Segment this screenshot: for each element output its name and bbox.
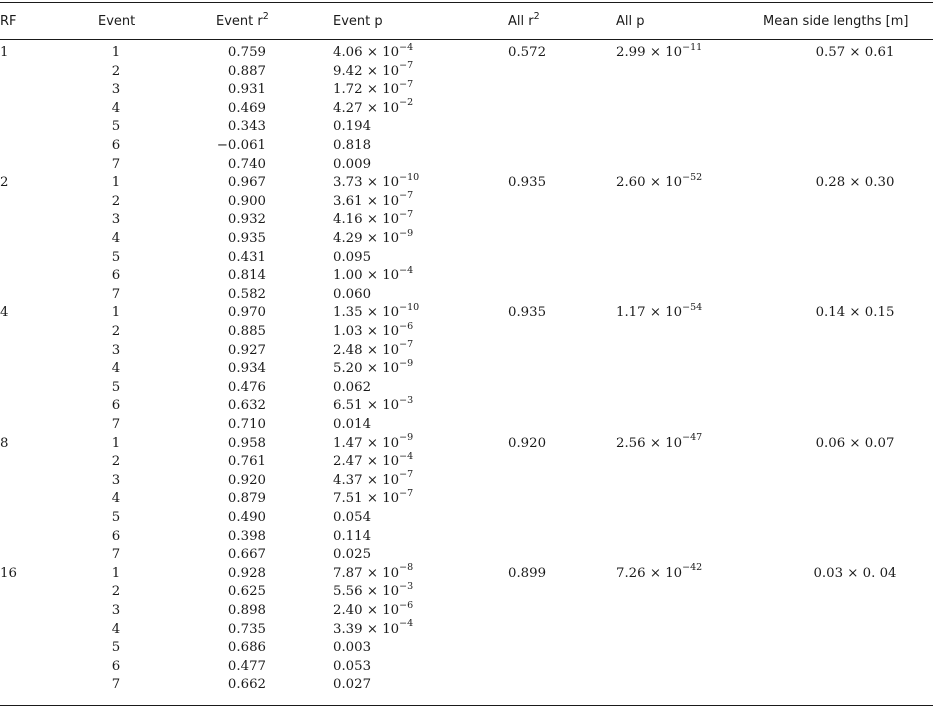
cell-event: 3 (111, 603, 121, 618)
cell-all-r2: 0.935 (508, 175, 547, 191)
cell-all-r2: 0.935 (508, 305, 547, 321)
header-event-r2 (216, 10, 269, 29)
cell-event: 5 (111, 119, 121, 135)
cell-event: 7 (111, 677, 121, 693)
cell-event-p: 0.818 (333, 138, 372, 153)
exponent: −4 (399, 450, 414, 462)
exponent: −9 (399, 227, 414, 239)
cell-event-r2: 0.735 (227, 621, 266, 637)
cell-event: 7 (111, 417, 121, 432)
cell-event: 1 (111, 175, 121, 191)
cell-event: 2 (111, 584, 121, 600)
cell-event-p: $2.48 \times 10^{-7}$ (333, 339, 414, 358)
exponent: −7 (399, 339, 414, 351)
cell-event-p: $4.06 \times 10^{-4}$ (333, 41, 414, 60)
cell-event-r2: 0.761 (227, 454, 266, 470)
cell-event-p: 0.027 (333, 677, 372, 693)
exponent: −10 (399, 301, 420, 313)
cell-event-r2: 0.900 (227, 193, 266, 209)
cell-event-p: 0.053 (333, 658, 372, 674)
exponent: −52 (682, 171, 703, 183)
cell-event: 1 (111, 565, 121, 581)
cell-event-r2: 0.887 (227, 63, 266, 79)
exponent: −7 (399, 78, 414, 90)
cell-event: 3 (111, 472, 121, 488)
cell-event-r2: 0.431 (227, 249, 266, 265)
cell-side-lengths: 0.57 × 0.61 (815, 45, 895, 60)
cell-event-r2: 0.476 (227, 379, 266, 395)
cell-event: 2 (111, 324, 121, 339)
exponent: −9 (399, 357, 414, 369)
cell-all-p: $2.99 \times 10^{-11}$ (616, 41, 703, 60)
cell-event-r2: 0.490 (227, 510, 266, 525)
exponent: −7 (399, 60, 414, 72)
exponent: −3 (399, 394, 414, 406)
cell-side-lengths: 0.14 × 0.15 (815, 305, 895, 321)
cell-side-lengths: 0.28 × 0.30 (815, 175, 895, 191)
cell-event-p: $2.47 \times 10^{-4}$ (333, 450, 414, 470)
cell-event-p: 0.003 (333, 640, 372, 656)
cell-event-r2: 0.885 (227, 324, 266, 339)
cell-event-r2: 0.686 (227, 640, 266, 656)
cell-event-r2: 0.740 (227, 156, 266, 172)
exponent: −7 (399, 487, 414, 499)
header-event: Event (98, 14, 136, 29)
cell-event-p: $5.56 \times 10^{-3}$ (333, 580, 414, 600)
exponent: −4 (399, 264, 414, 276)
exponent: −7 (399, 469, 414, 481)
exponent: −4 (399, 41, 414, 53)
exponent: −47 (682, 432, 703, 444)
cell-event-p: $1.72 \times 10^{-7}$ (333, 78, 414, 98)
cell-event: 6 (111, 528, 121, 544)
cell-event: 2 (111, 454, 121, 470)
cell-event-r2: 0.632 (227, 398, 266, 414)
cell-event-r2: 0.920 (227, 472, 266, 488)
cell-event-p: $1.47 \times 10^{-9}$ (333, 432, 414, 451)
header-all-p: All p (616, 14, 645, 29)
exponent: −8 (399, 562, 414, 574)
cell-event-r2: 0.759 (227, 45, 266, 60)
cell-event-r2: 0.935 (227, 231, 266, 246)
cell-rf: 16 (0, 565, 17, 581)
cell-event-p: $3.73 \times 10^{-10}$ (333, 171, 420, 191)
cell-event: 7 (111, 286, 121, 302)
cell-all-p: $2.56 \times 10^{-47}$ (616, 432, 703, 451)
header-event-p: Event p (333, 14, 383, 29)
cell-event-p: $7.87 \times 10^{-8}$ (333, 562, 414, 581)
cell-all-r2: 0.572 (508, 45, 547, 60)
header-rule (0, 39, 933, 40)
cell-event-p: $1.35 \times 10^{-10}$ (333, 301, 420, 321)
header-all-r2-sup: 2 (533, 10, 540, 22)
cell-event: 6 (111, 138, 121, 153)
cell-event-p: 0.009 (333, 156, 372, 172)
cell-event-p: $9.42 \times 10^{-7}$ (333, 60, 414, 79)
cell-event-p: 0.060 (333, 286, 372, 302)
cell-side-lengths: 0.03 × 0. 04 (813, 565, 897, 581)
cell-event-p: $4.37 \times 10^{-7}$ (333, 469, 414, 488)
exponent: −4 (399, 618, 414, 630)
cell-all-r2: 0.899 (508, 565, 547, 581)
cell-event-r2: 0.582 (227, 286, 266, 302)
cell-event: 5 (111, 640, 121, 656)
cell-event-r2: 0.625 (227, 584, 266, 600)
cell-event: 1 (111, 305, 121, 321)
cell-event-p: $6.51 \times 10^{-3}$ (333, 394, 414, 414)
cell-event-p: 0.194 (333, 119, 372, 135)
cell-event-p: $1.00 \times 10^{-4}$ (333, 264, 414, 284)
cell-event-r2: 0.667 (227, 547, 266, 563)
cell-event-p: 0.114 (333, 528, 372, 544)
bottom-rule (0, 705, 933, 706)
cell-event-r2: 0.814 (227, 268, 266, 284)
cell-event-p: 0.095 (333, 249, 372, 265)
header-all-r2 (508, 10, 540, 29)
cell-event-r2: 0.710 (227, 417, 266, 432)
exponent: −10 (399, 171, 420, 183)
cell-event-p: $3.61 \times 10^{-7}$ (333, 190, 414, 209)
cell-event-p: 0.054 (333, 510, 372, 525)
exponent: −11 (682, 41, 703, 53)
cell-event-r2: 0.898 (227, 603, 266, 618)
cell-event-r2: 0.958 (227, 435, 266, 451)
cell-side-lengths: 0.06 × 0.07 (815, 435, 895, 451)
cell-event-p: $3.39 \times 10^{-4}$ (333, 618, 414, 637)
cell-event-r2: −0.061 (216, 138, 266, 153)
cell-event: 4 (111, 621, 121, 637)
exponent: −54 (682, 301, 703, 313)
cell-event: 5 (111, 379, 121, 395)
cell-event: 6 (111, 268, 121, 284)
cell-event-p: 0.025 (333, 547, 372, 563)
cell-event-p: $5.20 \times 10^{-9}$ (333, 357, 414, 377)
cell-event: 3 (111, 82, 121, 98)
cell-event: 4 (111, 231, 121, 246)
cell-event-r2: 0.932 (227, 212, 266, 228)
cell-event-r2: 0.927 (227, 342, 266, 358)
cell-event: 6 (111, 398, 121, 414)
cell-event-r2: 0.934 (227, 361, 266, 377)
cell-event: 1 (111, 45, 121, 60)
exponent: −2 (399, 97, 414, 109)
cell-event-r2: 0.398 (227, 528, 266, 544)
cell-all-p: $1.17 \times 10^{-54}$ (616, 301, 703, 321)
cell-rf: 8 (0, 435, 9, 451)
cell-event: 7 (111, 547, 121, 563)
cell-event: 1 (111, 435, 121, 451)
top-rule (0, 2, 933, 3)
exponent: −6 (399, 599, 414, 611)
cell-rf: 4 (0, 305, 9, 321)
cell-event: 2 (111, 63, 121, 79)
cell-event-r2: 0.477 (227, 658, 266, 674)
cell-event-r2: 0.970 (227, 305, 266, 321)
cell-event-r2: 0.879 (227, 491, 266, 507)
cell-event-p: 0.062 (333, 379, 372, 395)
cell-rf: 2 (0, 175, 9, 191)
header-event-r2-sup: 2 (262, 10, 269, 22)
cell-event-p: $4.16 \times 10^{-7}$ (333, 208, 414, 228)
exponent: −42 (682, 562, 703, 574)
cell-event-r2: 0.662 (227, 677, 266, 693)
cell-all-p: $2.60 \times 10^{-52}$ (616, 171, 703, 191)
cell-event-p: $4.29 \times 10^{-9}$ (333, 227, 414, 246)
cell-event-r2: 0.931 (227, 82, 266, 98)
cell-all-r2: 0.920 (508, 435, 547, 451)
cell-event-p: $1.03 \times 10^{-6}$ (333, 320, 414, 339)
cell-event: 5 (111, 510, 121, 525)
cell-event: 2 (111, 193, 121, 209)
cell-event: 3 (111, 212, 121, 228)
header-event-r2-text: Event r (216, 14, 263, 29)
cell-event-r2: 0.928 (227, 565, 266, 581)
cell-all-p: $7.26 \times 10^{-42}$ (616, 562, 703, 581)
header-all-r2-text: All r (508, 14, 534, 29)
cell-event-p: 0.014 (333, 417, 372, 432)
cell-event: 4 (111, 361, 121, 377)
cell-rf: 1 (0, 45, 9, 60)
cell-event-p: $4.27 \times 10^{-2}$ (333, 97, 414, 116)
cell-event: 4 (111, 100, 121, 116)
cell-event: 3 (111, 342, 121, 358)
cell-event: 7 (111, 156, 121, 172)
header-rf: RF (0, 14, 17, 29)
exponent: −7 (399, 208, 414, 220)
cell-event-p: $2.40 \times 10^{-6}$ (333, 599, 414, 618)
cell-event-p: $7.51 \times 10^{-7}$ (333, 487, 414, 507)
cell-event-r2: 0.967 (227, 175, 266, 191)
cell-event: 4 (111, 491, 121, 507)
cell-event: 6 (111, 658, 121, 674)
cell-event: 5 (111, 249, 121, 265)
header-side-lengths: Mean side lengths [m] (763, 14, 909, 29)
exponent: −3 (399, 580, 414, 592)
cell-event-r2: 0.469 (227, 100, 266, 116)
exponent: −9 (399, 432, 414, 444)
cell-event-r2: 0.343 (227, 119, 266, 135)
exponent: −6 (399, 320, 414, 332)
exponent: −7 (399, 190, 414, 202)
